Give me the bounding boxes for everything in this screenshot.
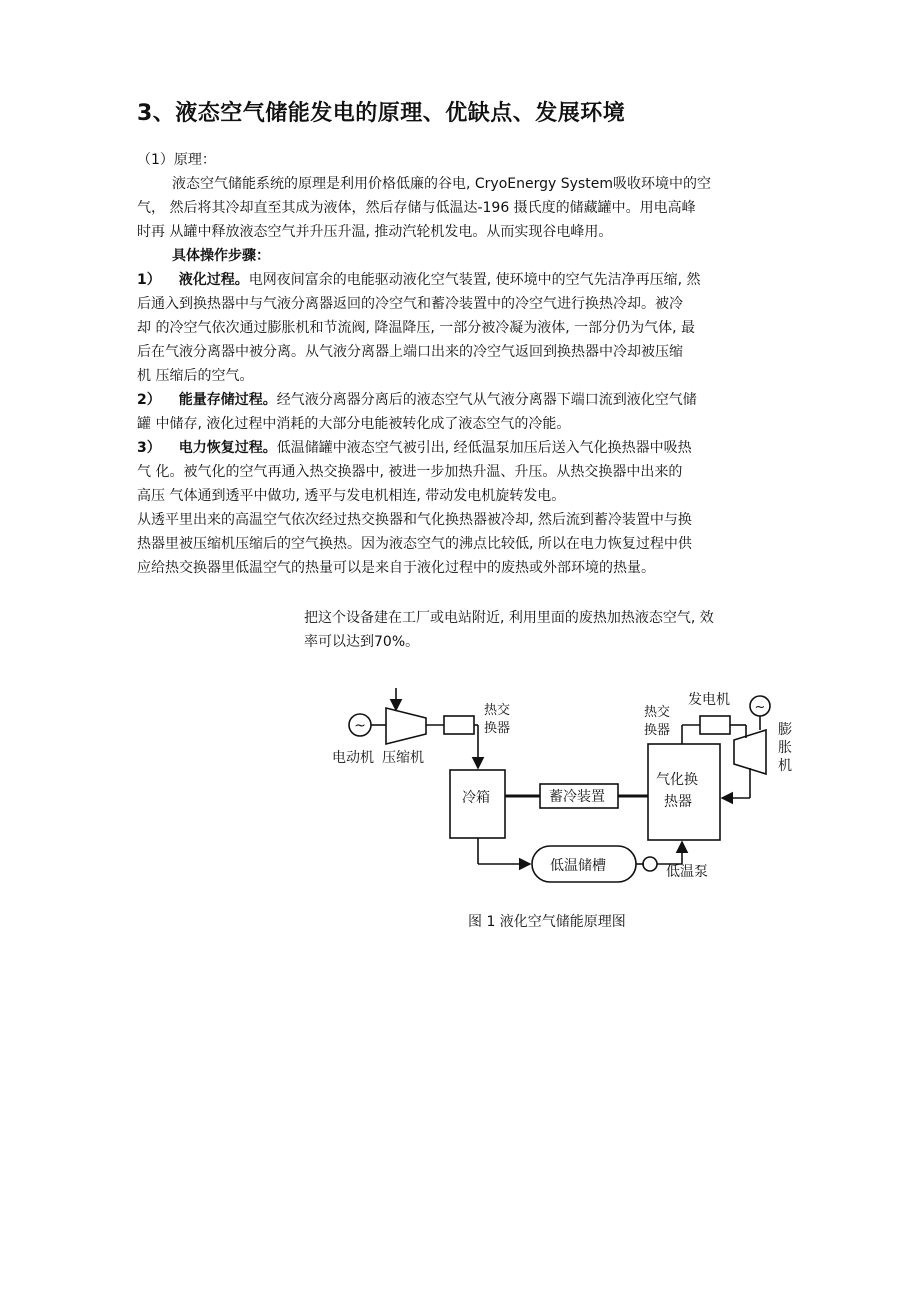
step1-line-5: 机 压缩后的空气。: [137, 368, 254, 384]
step2-title: 能量存储过程。: [178, 392, 277, 408]
pump-label: 低温泵: [666, 864, 708, 880]
cold-box-label: 冷箱: [462, 790, 490, 806]
hx-left-label-1: 热交: [484, 703, 511, 718]
step3-line-5: 热器里被压缩机压缩后的空气换热。因为液态空气的沸点比较低, 所以在电力恢复过程中供: [137, 536, 692, 552]
principle-label: （1）原理：: [137, 152, 216, 168]
step3-line-2: 气 化。被气化的空气再通入热交换器中, 被进一步加热升温、升压。从热交换器中出来的: [137, 464, 683, 480]
compressor-label: 压缩机: [382, 750, 424, 766]
generator-symbol: ~: [754, 700, 766, 715]
step3-first-line: [137, 438, 692, 458]
step3-text-1: 低温储罐中液态空气被引出, 经低温泵加压后送入气化换热器中吸热: [276, 440, 692, 456]
cold-storage-label: 蓄冷装置: [549, 789, 605, 805]
diagram-svg: [330, 680, 820, 940]
expander-shape: [734, 730, 766, 774]
hx-left-box: [444, 716, 474, 734]
generator-label: 发电机: [688, 692, 730, 708]
hx-left-label-2: 换器: [484, 721, 511, 736]
step1-text-1: 电网夜间富余的电能驱动液化空气装置, 使环境中的空气先洁净再压缩, 然: [248, 272, 701, 288]
step1-number: 1）: [137, 272, 161, 288]
vaporizer-box: [648, 744, 720, 840]
hx-right-box: [700, 716, 730, 734]
step2-text-1: 经气液分离器分离后的液态空气从气液分离器下端口流到液化空气储: [276, 392, 697, 408]
principle-line-1: 液态空气储能系统的原理是利用价格低廉的谷电, CryoEnergy System吸收环境中的空: [172, 176, 711, 192]
steps-label: 具体操作步骤：: [172, 248, 270, 264]
tank-label: 低温储槽: [550, 858, 606, 874]
step3-line-6: 应给热交换器里低温空气的热量可以是来自于液化过程中的废热或外部环境的热量。: [137, 560, 655, 576]
step1-title: 液化过程。: [178, 272, 249, 288]
principle-line-2: 气， 然后将其冷却直至其成为液体，然后存储与低温达-196 摄氏度的储藏罐中。用电高峰: [137, 200, 696, 216]
principle-line-3: 时再 从罐中释放液态空气并升压升温, 推动汽轮机发电。从而实现谷电峰用。: [137, 224, 613, 240]
page-title: 3、液态空气储能发电的原理、优缺点、发展环境: [137, 101, 626, 126]
step1-line-2: 后通入到换热器中与气液分离器返回的冷空气和蓄冷装置中的冷空气进行换热冷却。被冷: [137, 296, 683, 312]
compressor-shape: [386, 708, 426, 744]
step1-line-3: 却 的冷空气依次通过膨胀机和节流阀, 降温降压, 一部分被冷凝为液体, 一部分仍为气体, 最: [137, 320, 696, 336]
hx-right-label-2: 换器: [644, 723, 671, 738]
hx-right-label-1: 热交: [644, 705, 671, 720]
step2-line-2: 罐 中储存, 液化过程中消耗的大部分电能被转化成了液态空气的冷能。: [137, 416, 571, 432]
step3-line-4: 从透平里出来的高温空气依次经过热交换器和气化换热器被冷却, 然后流到蓄冷装置中与换: [137, 512, 692, 528]
vaporizer-label-2: 热器: [664, 794, 692, 810]
diagram-caption: 图 1 液化空气储能原理图: [468, 914, 626, 930]
step2-number: 2）: [137, 392, 161, 408]
step1-line-4: 后在气液分离器中被分离。从气液分离器上端口出来的冷空气返回到换热器中冷却被压缩: [137, 344, 683, 360]
step3-title: 电力恢复过程。: [178, 440, 277, 456]
liquid-air-diagram: [330, 680, 820, 940]
expander-label-1: 膨: [778, 722, 792, 738]
pump-circle: [643, 857, 657, 871]
note-line-2: 率可以达到70%。: [304, 634, 420, 650]
expander-label-2: 胀: [778, 740, 792, 756]
step3-line-3: 高压 气体通到透平中做功, 透平与发电机相连, 带动发电机旋转发电。: [137, 488, 566, 504]
step1-first-line: [137, 270, 701, 290]
step3-number: 3）: [137, 440, 161, 456]
motor-label: 电动机: [332, 750, 374, 766]
vaporizer-label-1: 气化换: [656, 772, 698, 788]
motor-symbol: ~: [354, 718, 366, 734]
note-line-1: 把这个设备建在工厂或电站附近, 利用里面的废热加热液态空气, 效: [304, 610, 714, 626]
step2-first-line: [137, 390, 697, 410]
expander-label-3: 机: [778, 758, 792, 774]
